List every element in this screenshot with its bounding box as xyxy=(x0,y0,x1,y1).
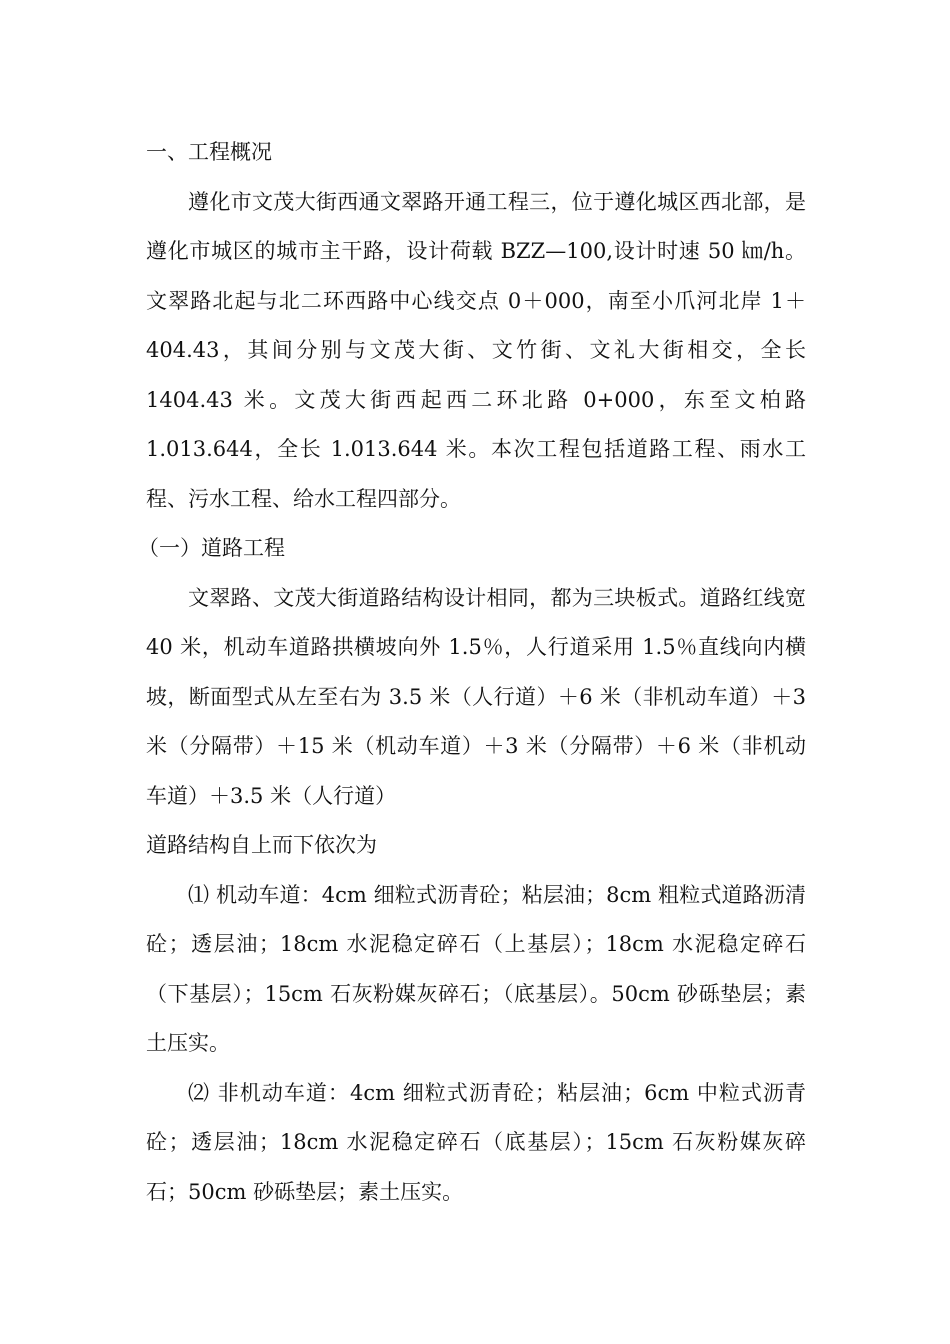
structure-item-non-motorway: ⑵ 非机动车道：4cm 细粒式沥青砼；粘层油；6cm 中粒式沥青砼；透层油；18cm 水泥稳定碎石（底基层）；15cm 石灰粉媒灰碎石；50cm 砂砾垫层；素土压实。 xyxy=(146,1080,806,1204)
road-paragraph: 文翠路、文茂大街道路结构设计相同，都为三块板式。道路红线宽 40 米，机动车道路拱横坡向外 1.5％，人行道采用 1.5％直线向内横坡，断面型式从左至右为 3.5 米（人行道）＋6 米（非机动车道）＋3 米（分隔带）＋15 米（机动车道）＋3 米（分隔带）＋6 米（非机动车道）＋3.5 米（人行道） xyxy=(146,585,806,808)
structure-item-motorway: ⑴ 机动车道：4cm 细粒式沥青砼；粘层油；8cm 粗粒式道路沥清砼；透层油；18cm 水泥稳定碎石（上基层）；18cm 水泥稳定碎石（下基层）；15cm 石灰粉媒灰碎石；（底基层）。50cm 砂砾垫层；素土压实。 xyxy=(146,882,806,1055)
section-title: 一、工程概况 xyxy=(146,140,272,164)
document-body xyxy=(138,128,806,1217)
intro-paragraph: 遵化市文茂大街西通文翠路开通工程三，位于遵化城区西北部，是遵化市城区的城市主干路，设计荷载 BZZ—100,设计时速 50 ㎞/h。文翠路北起与北二环西路中心线交点 0＋000，南至小爪河北岸 1＋404.43，其间分别与文茂大街、文竹街、文礼大街相交，全长 1404.43 米。文茂大街西起西二环北路 0+000，东至文柏路 1.013.644，全长 1.013.644 米。本次工程包括道路工程、雨水工程、污水工程、给水工程四部分。 xyxy=(146,189,806,511)
subsection-title: （一）道路工程 xyxy=(138,536,285,560)
structure-intro: 道路结构自上而下依次为 xyxy=(146,833,377,857)
